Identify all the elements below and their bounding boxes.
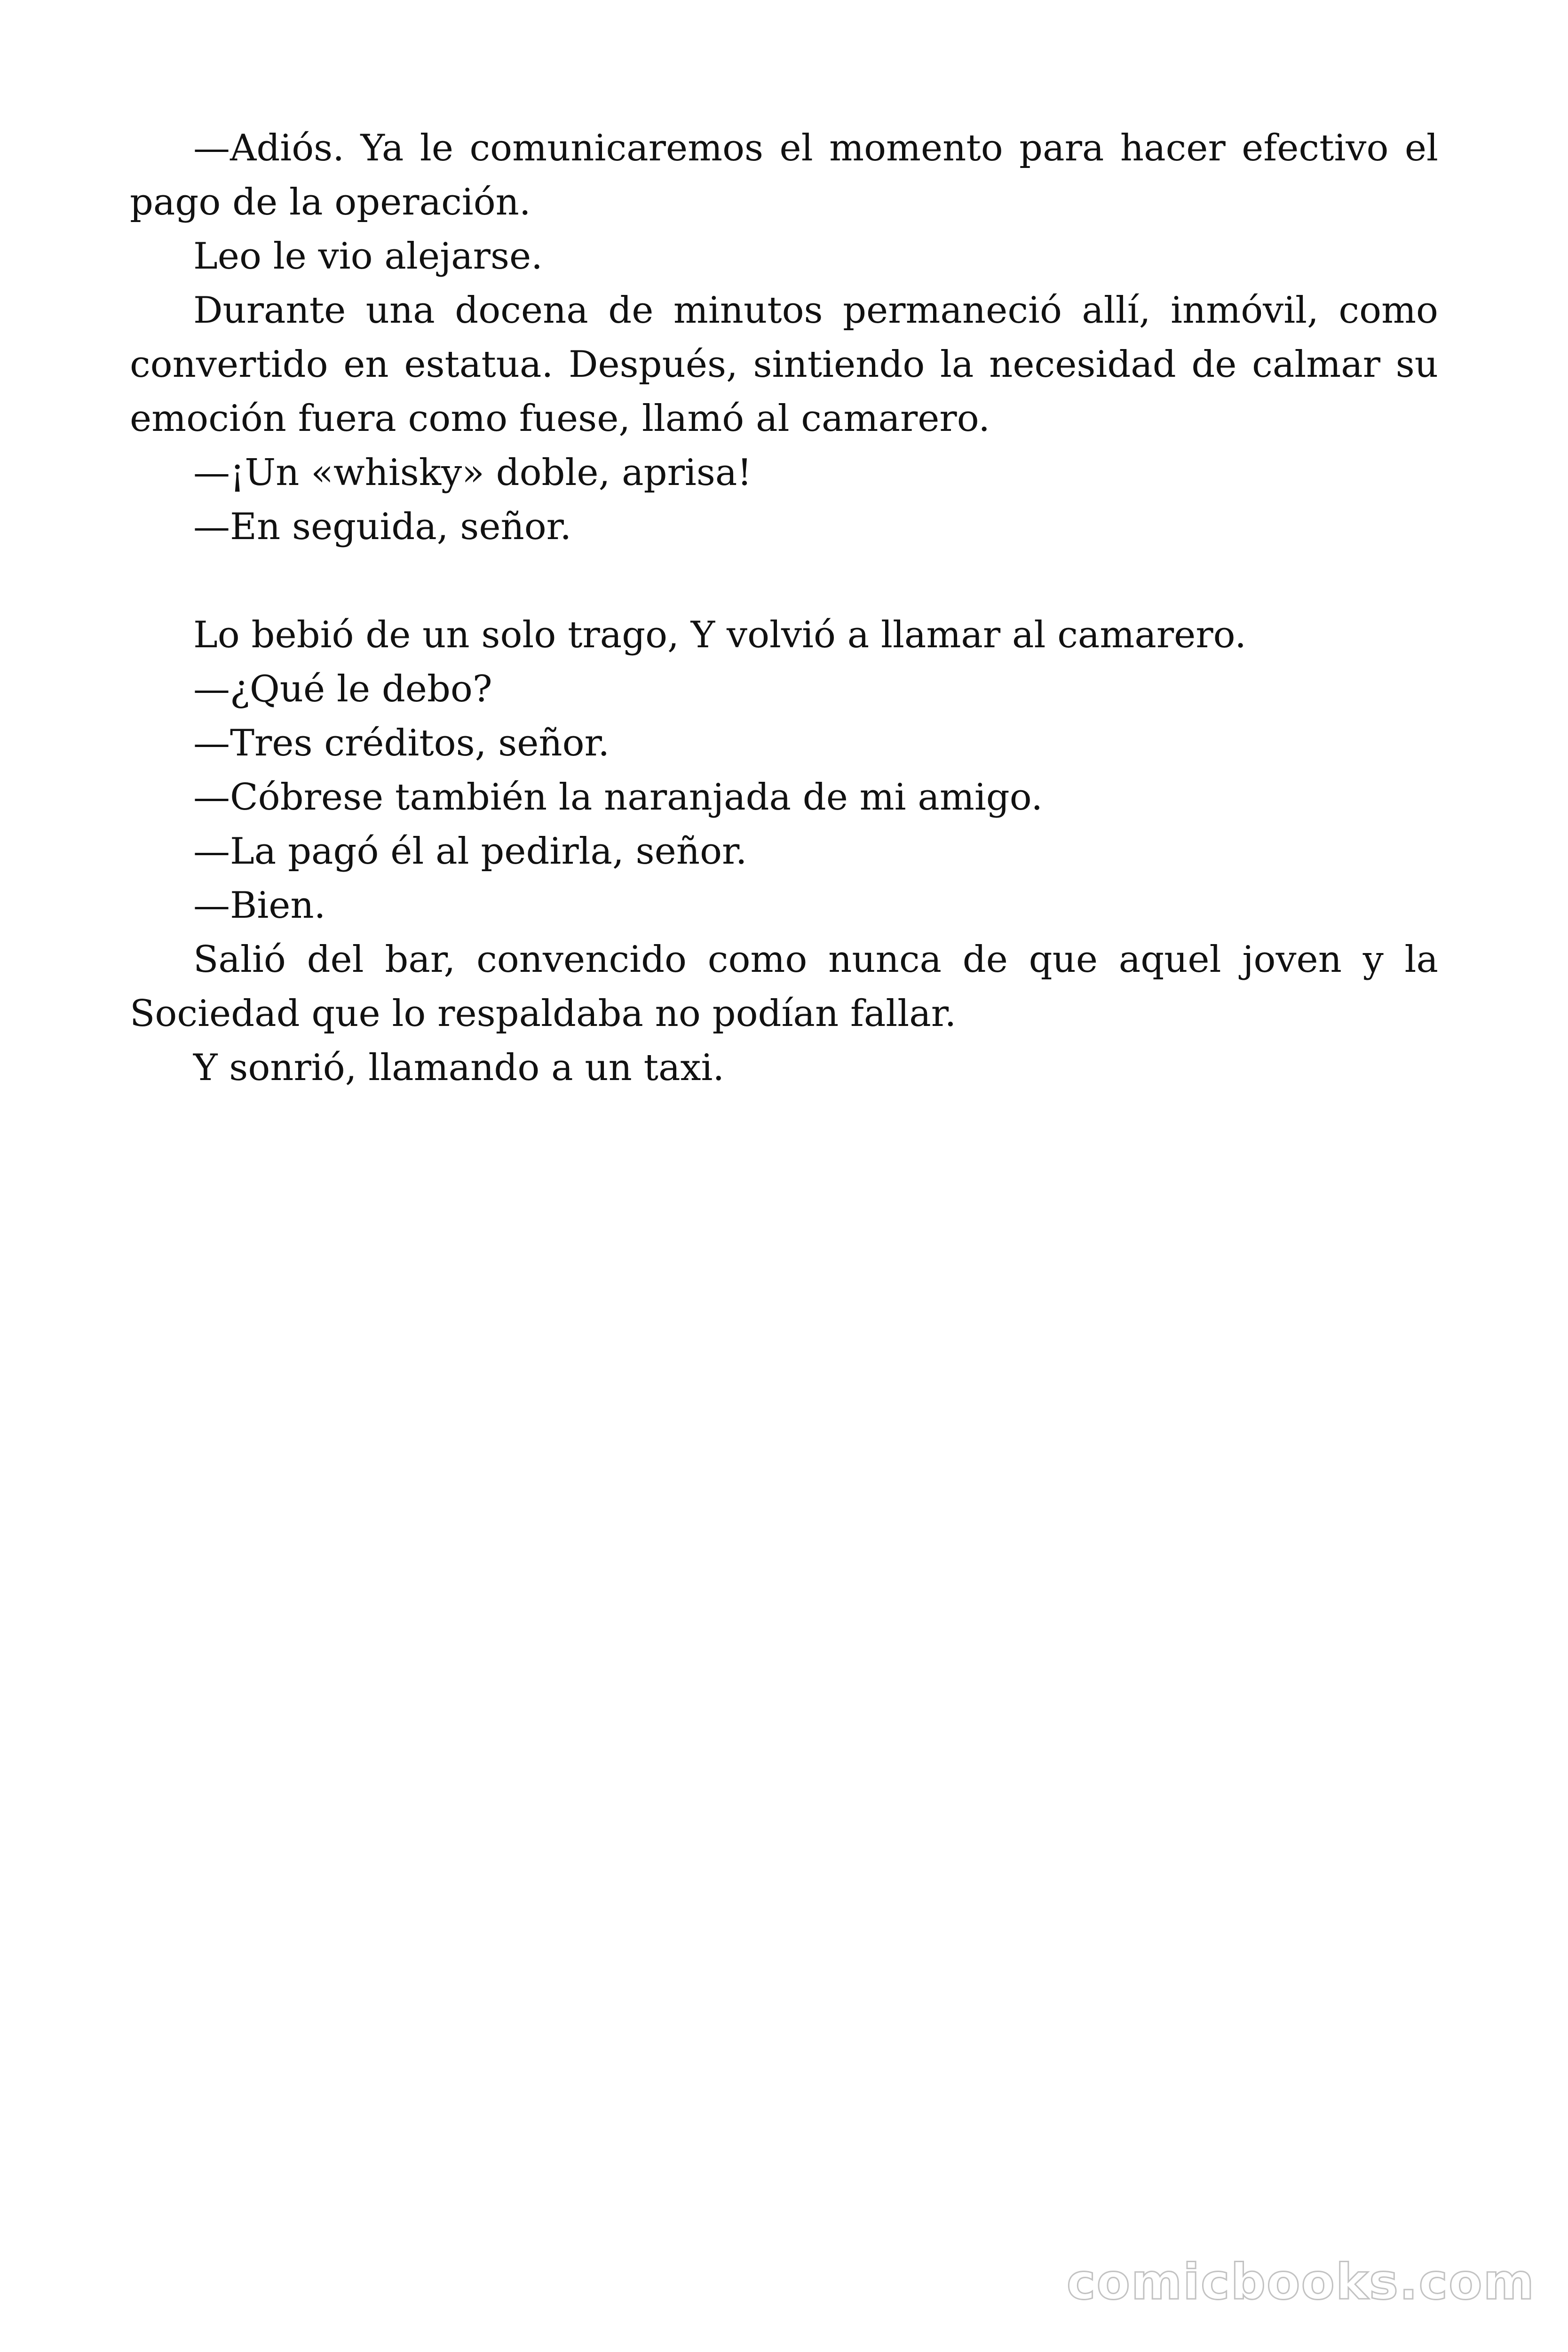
paragraph: —Cóbrese también la naranjada de mi amigo. (193, 776, 1043, 818)
paragraph: —En seguida, señor. (193, 506, 572, 548)
paragraph: Lo bebió de un solo trago, Y volvió a llamar al camarero. (193, 614, 1246, 656)
paragraph: Y sonrió, llamando a un taxi. (193, 1047, 725, 1089)
watermark: comicbooks.com (1066, 2253, 1535, 2311)
paragraph: —¡Un «whisky» doble, aprisa! (193, 452, 752, 494)
paragraph: Salió del bar, convencido como nunca de que aquel joven y la Sociedad que lo respaldaba no podían fallar. (130, 938, 1438, 1035)
paragraph: —Bien. (193, 884, 326, 927)
paragraph: —La pagó él al pedirla, señor. (193, 830, 747, 873)
paragraph: Durante una docena de minutos permaneció allí, inmóvil, como convertido en estatua. Después, sintiendo la necesidad de calmar su emoción fuera como fuese, llamó al camarero. (130, 289, 1438, 440)
body-text (130, 121, 1438, 1095)
paragraph: Leo le vio alejarse. (193, 235, 543, 278)
paragraph: —Adiós. Ya le comunicaremos el momento para hacer efectivo el pago de la operación. (130, 127, 1438, 223)
paragraph: —Tres créditos, señor. (193, 722, 610, 764)
paragraph: —¿Qué le debo? (193, 668, 492, 710)
